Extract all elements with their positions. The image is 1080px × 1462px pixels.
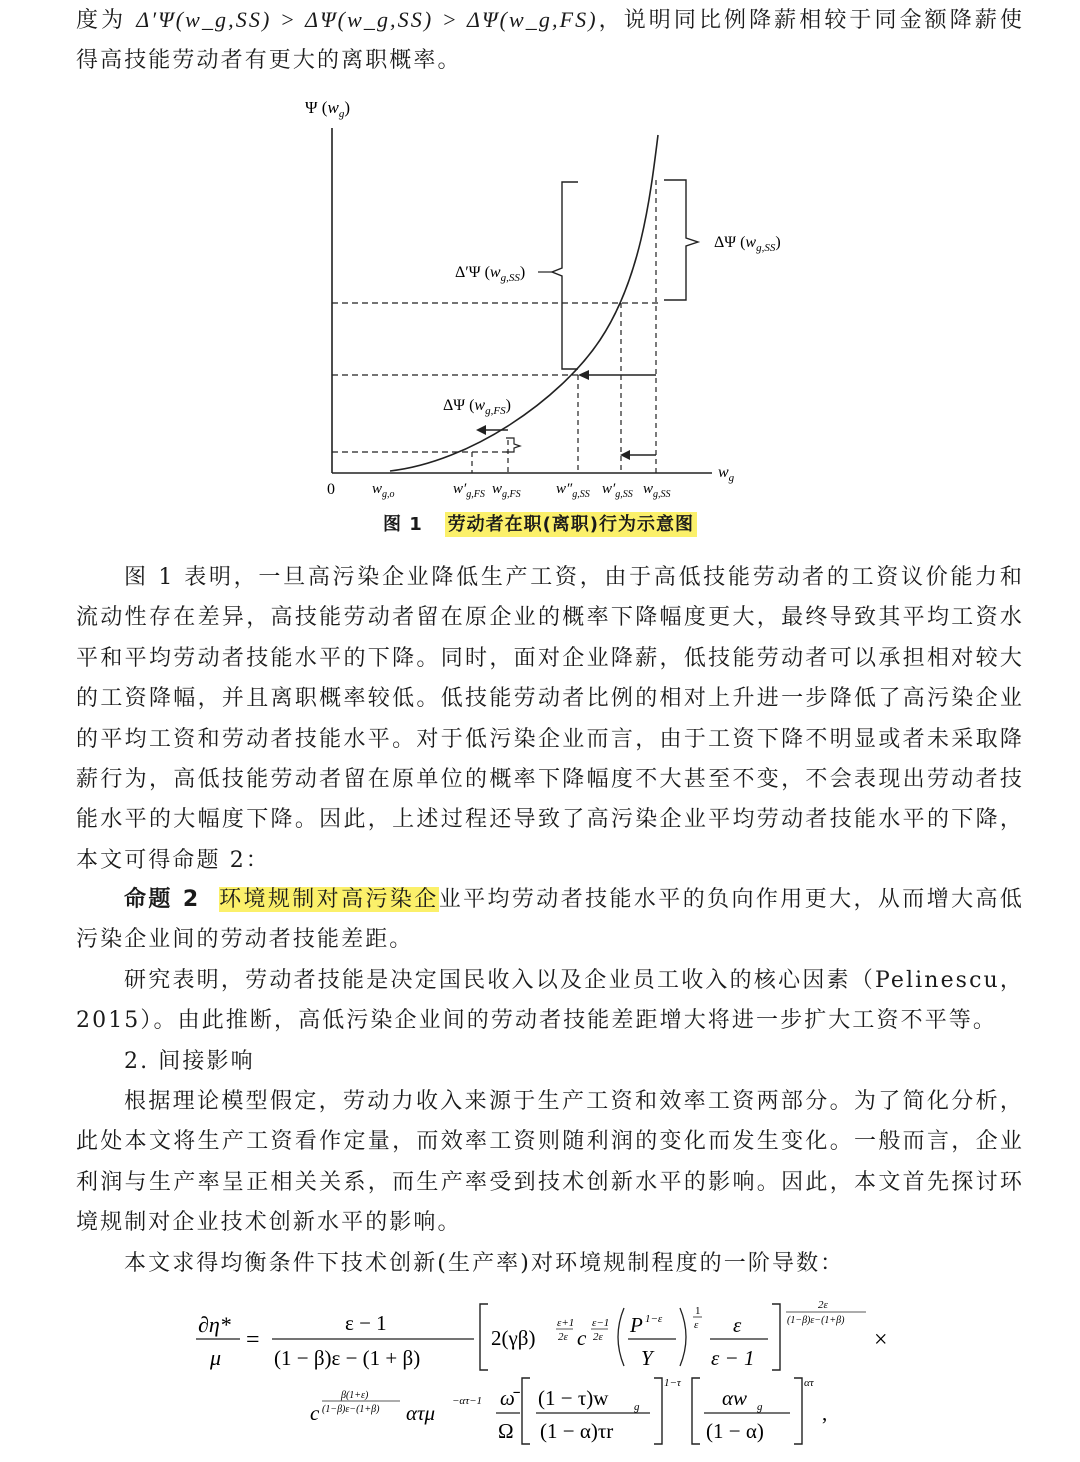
paragraph-4: 根据理论模型假定，劳动力收入来源于生产工资和效率工资两部分。为了简化分析，此处本文将生产工资看作定量，而效率工资则随利润的变化而发生变化。一般而言，企业利润与生产率呈正相关关系，而生产率受到技术创新水平的影响。因此，本文首先探讨环境规制对企业技术创新水平的影响。 (76, 1089, 1024, 1236)
eq-alpha-tau-mu: ατμ (406, 1401, 436, 1425)
proposition-label: 命题 2 (124, 887, 201, 912)
eq-frac1-den: (1 − β)ε − (1 + β) (274, 1346, 421, 1370)
origin-label: 0 (327, 481, 335, 498)
eq-b2-den: (1 − α)τr (540, 1419, 614, 1443)
eq-outer-exp-num: 2ε (818, 1299, 828, 1311)
eq-bracket2-left (522, 1378, 530, 1444)
eq-b1-exp-den: 2ε (558, 1331, 568, 1343)
eq-c-exp-num: ε−1 (592, 1317, 610, 1329)
eq-omega-num: ω̄ (500, 1386, 515, 1410)
paragraph-3: 研究表明，劳动者技能是决定国民收入以及企业员工收入的核心因素（Pelinescu，2015）。由此推断，高低污染企业间的劳动者技能差距增大将进一步扩大工资不平等。 (76, 968, 1024, 1034)
eq-b1-exp-num: ε+1 (557, 1317, 575, 1329)
eq-bracket3-left (692, 1378, 700, 1444)
proposition-rest: 业平均劳动者技能水平的负向作用更大，从而增大高低污染企业间的劳动者技能差距。 (76, 887, 1025, 953)
equation (0, 1292, 1080, 1462)
eq-omega-den: Ω (498, 1419, 514, 1443)
eq-b2-num: (1 − τ)w (538, 1386, 609, 1410)
tick-wfs-prime: $w'_{g,FS}$ (453, 481, 485, 500)
tick-wss: $w_{g,SS}$ (643, 481, 671, 500)
eq-bracket1-left (480, 1304, 488, 1370)
eq-b3-num: αw (722, 1386, 748, 1410)
paragraph-1: 图 1 表明，一旦高污染企业降低生产工资，由于高低技能劳动者的工资议价能力和流动性存在差异，高技能劳动者留在原企业的概率下降幅度更大，最终导致其平均工资水平和平均劳动者技能水平的下降。同时，面对企业降薪，低技能劳动者可以承担相对较大的工资降幅，并且离职概率较低。低技能劳动者比例的相对上升进一步降低了高污染企业的平均工资和劳动者技能水平。对于低污染企业而言，由于工资下降不明显或者未采取降薪行为，高低技能劳动者留在原单位的概率下降幅度不大甚至不变，不会表现出劳动者技能水平的大幅度下降。因此，上述过程还导致了高污染企业平均劳动者技能水平的下降，本文可得命题 2： (76, 565, 1024, 873)
eq-outer-exp-den: (1−β)ε−(1+β) (787, 1315, 845, 1326)
arrow-fs-head (476, 425, 486, 435)
arrow-ss-head (578, 370, 589, 380)
eq-frac1-num: ε − 1 (345, 1311, 387, 1335)
proposition-2 (76, 880, 1024, 961)
brace-right (664, 180, 698, 300)
figure-caption (0, 510, 1080, 536)
y-axis-label: Ψ $(w_g)$ (305, 98, 350, 120)
eq-py-exp: 1−ε (645, 1313, 663, 1325)
figure-1 (0, 0, 1080, 505)
eq-lhs-den: μ (210, 1345, 222, 1370)
caption-number: 图 1 (382, 514, 423, 535)
annotation-delta-fs: ΔΨ $(w_{g,FS})$ (443, 397, 511, 417)
eq-b3-exp: ατ (804, 1377, 814, 1389)
eq-mu-exp: −ατ−1 (452, 1395, 483, 1407)
annotation-delta-ss: ΔΨ $(w_{g,SS})$ (714, 234, 781, 254)
eq-bracket2-right (654, 1378, 662, 1444)
tick-wgo: $w_{g,o}$ (372, 481, 395, 500)
section-heading: 2. 间接影响 (124, 1049, 255, 1074)
top-text-before: 度为 (76, 8, 137, 33)
tick-wss-prime: $w'_{g,SS}$ (602, 481, 633, 500)
eq-py-lparen (618, 1308, 624, 1366)
eq-b2-exp: 1−τ (664, 1377, 681, 1389)
eq-py-den: Y (641, 1346, 653, 1370)
eq-equals: = (246, 1327, 260, 1353)
brace-left (552, 182, 578, 369)
eq-eps-den: ε − 1 (711, 1346, 755, 1370)
eq-c-exp-den: 2ε (593, 1331, 603, 1343)
eq-pow1-num: 1 (695, 1305, 701, 1317)
annotation-dprime-ss: Δ′Ψ $(w_{g,SS})$ (455, 264, 526, 284)
tick-wfs: $w_{g,FS}$ (492, 481, 521, 500)
eq-b1-core: 2(γβ) (491, 1326, 536, 1350)
eq-b3-den: (1 − α) (706, 1419, 764, 1443)
eq-c2-exp-num: β(1+ε) (341, 1390, 369, 1401)
eq-b3-num-sub: g (757, 1401, 763, 1413)
eq-c: c (577, 1326, 587, 1350)
proposition-highlight: 环境规制对高污染企 (219, 887, 439, 912)
eq-tail: , (822, 1401, 828, 1425)
top-formula: Δ′Ψ(w_g,SS) > ΔΨ(w_g,SS) > ΔΨ(w_g,FS) (136, 7, 598, 32)
top-text-after: ，说明同比例降薪相较于同金额降薪使得高技能劳动者有更大的离职概率。 (76, 8, 1025, 74)
eq-lhs-num: ∂η* (198, 1312, 231, 1337)
eq-c2: c (310, 1401, 320, 1425)
eq-pow1-den: ε (694, 1319, 699, 1331)
eq-bracket3-right (794, 1378, 802, 1444)
eq-bracket1-right (772, 1304, 780, 1370)
x-axis-label: $w_g$ (718, 464, 735, 484)
eq-c2-exp-den: (1−β)ε−(1+β) (322, 1404, 380, 1415)
eq-py-num: P (630, 1313, 643, 1337)
eq-eps-num: ε (733, 1313, 742, 1337)
eq-py-rparen (680, 1308, 686, 1366)
eq-b2-num-sub: g (634, 1401, 640, 1413)
caption-text: 劳动者在职(离职)行为示意图 (445, 512, 697, 537)
tick-wss-dprime: $w''_{g,SS}$ (556, 481, 590, 500)
eq-times: × (874, 1327, 888, 1353)
paragraph-5: 本文求得均衡条件下技术创新(生产率)对环境规制程度的一阶导数： (124, 1251, 845, 1276)
